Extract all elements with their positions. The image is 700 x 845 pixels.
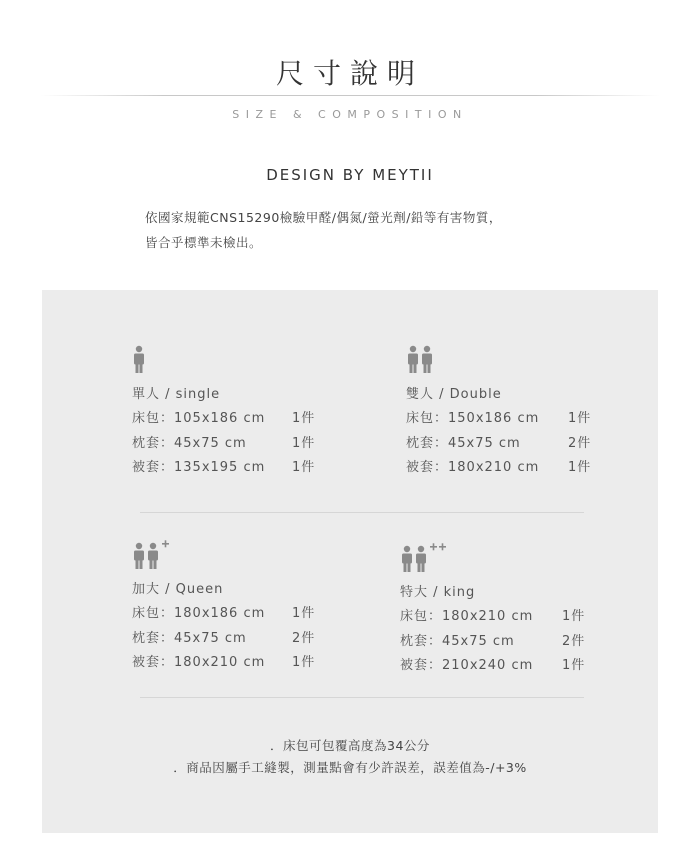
- item-label: 被套：180x210 cm: [132, 655, 266, 670]
- list-item: [132, 432, 342, 457]
- item-qty: 1件: [292, 606, 316, 621]
- notice-line: 依國家規範CNS15290檢驗甲醛/偶氮/螢光劑/鉛等有害物質，: [145, 210, 502, 225]
- item-label: 床包：180x210 cm: [400, 609, 534, 624]
- item-qty: 1件: [292, 655, 316, 670]
- list-item: [132, 651, 342, 676]
- item-qty: 2件: [568, 435, 592, 451]
- notice-line: 皆合乎標準未檢出。: [145, 235, 263, 250]
- safety-notice: [145, 205, 502, 255]
- two-persons-plus-plus-icon: [400, 543, 450, 573]
- item-label: 床包：180x186 cm: [132, 606, 266, 621]
- footnote-bed-height: ．床包可包覆高度為34公分: [270, 738, 430, 753]
- item-label: 枕套：45x75 cm: [132, 435, 247, 451]
- footnote-tolerance: ．商品因屬手工縫製，測量點會有少許誤差，誤差值為-/+3%: [173, 760, 527, 775]
- item-qty: 1件: [562, 658, 586, 673]
- size-block-double: [406, 345, 618, 481]
- page-title: 尺寸說明: [275, 57, 424, 90]
- size-block-single: [132, 345, 342, 481]
- list-item: [406, 456, 618, 481]
- size-block-king: [400, 543, 612, 679]
- item-qty: 2件: [562, 633, 586, 649]
- item-label: 枕套：45x75 cm: [406, 435, 521, 451]
- item-qty: 1件: [562, 609, 586, 624]
- size-block-queen: [132, 540, 342, 676]
- size-name: 加大 / Queen: [132, 582, 224, 597]
- item-label: 被套：210x240 cm: [400, 658, 534, 673]
- item-label: 床包：105x186 cm: [132, 411, 266, 426]
- size-name: 單人 / single: [132, 387, 221, 402]
- list-item: [406, 407, 618, 432]
- item-label: 被套：135x195 cm: [132, 460, 266, 475]
- title-divider: [40, 95, 660, 96]
- item-qty: 1件: [292, 435, 316, 451]
- list-item: [132, 602, 342, 627]
- two-persons-icon: [406, 345, 438, 375]
- item-label: 床包：150x186 cm: [406, 411, 540, 426]
- design-credit: DESIGN BY MEYTII: [266, 166, 434, 184]
- size-name: 特大 / king: [400, 585, 476, 600]
- item-qty: 1件: [292, 411, 316, 426]
- single-person-icon: [132, 345, 152, 375]
- section-divider: [140, 697, 584, 698]
- page-subtitle: SIZE & COMPOSITION: [232, 108, 468, 121]
- item-label: 被套：180x210 cm: [406, 460, 540, 475]
- list-item: [132, 407, 342, 432]
- item-qty: 1件: [568, 411, 592, 426]
- size-panel: [42, 290, 658, 833]
- list-item: [400, 605, 612, 630]
- list-item: [400, 630, 612, 655]
- list-item: [406, 432, 618, 457]
- item-qty: 2件: [292, 630, 316, 646]
- section-divider: [140, 512, 584, 513]
- item-label: 枕套：45x75 cm: [132, 630, 247, 646]
- item-label: 枕套：45x75 cm: [400, 633, 515, 649]
- item-qty: 1件: [292, 460, 316, 475]
- item-qty: 1件: [568, 460, 592, 475]
- list-item: [132, 627, 342, 652]
- two-persons-plus-icon: [132, 540, 172, 570]
- list-item: [400, 654, 612, 679]
- size-name: 雙人 / Double: [406, 387, 502, 402]
- list-item: [132, 456, 342, 481]
